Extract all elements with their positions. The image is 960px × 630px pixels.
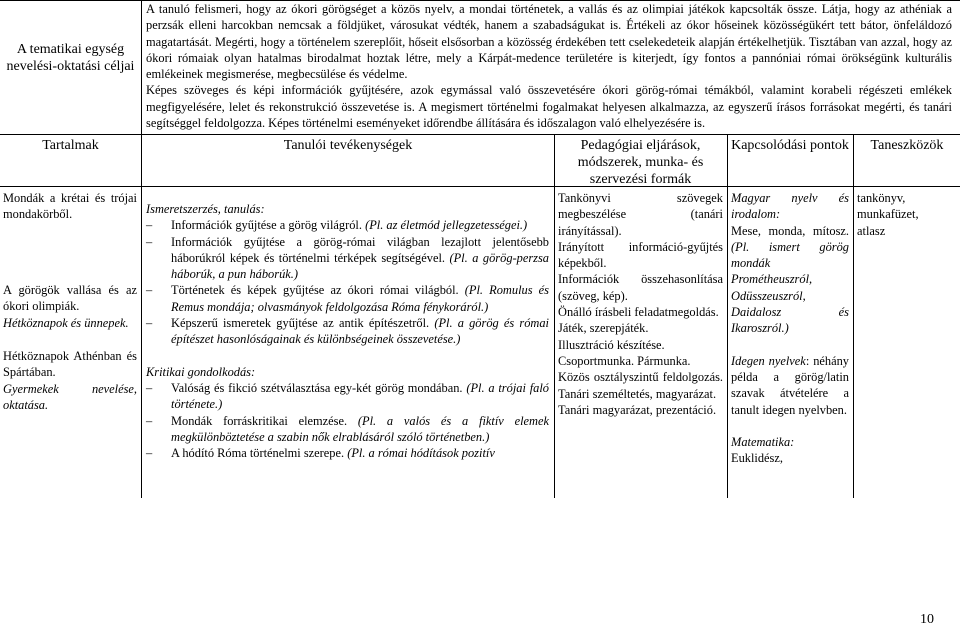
method-item: Önálló írásbeli feladatmegoldás. bbox=[558, 305, 719, 320]
activity-item: – Képszerű ismeretek gyűjtése az antik építészetről. (Pl. a görög és római építészet hasonlóságainak és különbségeinek összevetése.) bbox=[146, 315, 549, 348]
rule-header-top bbox=[0, 134, 960, 135]
rule-header-bottom bbox=[0, 186, 960, 187]
activity-item: – A hódító Róma történelmi szerepe. (Pl. a római hódítások pozitív bbox=[146, 445, 549, 461]
contents-item-4: Hétköznapok Athénban és Spártában. bbox=[3, 349, 137, 380]
method-item: Illusztráció készítése. bbox=[558, 337, 665, 352]
goals-paragraph-1: A tanuló felismeri, hogy az ókori görögséget a közös nyelv, a mondai történetek, a vallás és az olimpiai játékok kapcsolták össze. Látja, hogy az athéniak a perzsák elleni harcokban nemcsak a földjüket, városukat védték, hanem a szabadságukat is. Értékeli az ókor hőseinek közösségükért tett bátor, önfeláldozó magatartását. Megérti, hogy a történelem szereplőit, hőseit elsősorban a közösség érdekében tett cselekedeteik alapján értékelhetjük. Tisztában van azzal, hogy az ókori rómaiak olyan hatalmas birodalmat hoztak létre, mely a Kárpát-medence területére is kiterjedt, így fontos a pannóniai római örökségünk kulturális emlékeinek megismerése, megbecsülése és védelme. bbox=[146, 2, 952, 82]
header-activities: Tanulói tevékenységek bbox=[283, 138, 413, 153]
connection-math-text: Euklidész, bbox=[731, 451, 783, 466]
contents-item-2: A görögök vallása és az ókori olimpiák. bbox=[3, 283, 137, 314]
rule-col3 bbox=[727, 134, 728, 498]
activities-block bbox=[146, 201, 549, 461]
goals-label: A tematikai egység nevelési-oktatási céljai bbox=[6, 42, 135, 74]
method-item: Közös osztályszintű feldolgozás. Tanári személtetés, magyarázat. bbox=[558, 370, 723, 401]
rule-col1 bbox=[141, 0, 142, 498]
methods-list bbox=[558, 190, 723, 418]
method-item: Tankönyvi szövegek megbeszélése (tanári irányítással). bbox=[558, 191, 723, 238]
header-tools: Taneszközök bbox=[870, 138, 944, 153]
rule-col4 bbox=[853, 134, 854, 498]
method-item: Irányított információ-gyűjtés képekből. bbox=[558, 239, 723, 271]
method-item: Tanári magyarázat, prezentáció. bbox=[558, 402, 717, 417]
activity-item: – Információk gyűjtése a görög világról. (Pl. az életmód jellegzetességei.) bbox=[146, 217, 549, 233]
connection-literature-title: Magyar nyelv és irodalom: bbox=[731, 191, 849, 222]
activity-item: – Valóság és fikció szétválasztása egy-két görög mondában. (Pl. a trójai faló története.) bbox=[146, 380, 549, 413]
contents-item-3: Hétköznapok és ünnepek. bbox=[3, 316, 129, 330]
goals-text bbox=[146, 1, 952, 131]
header-methods: Pedagógiai eljárások, módszerek, munka- és szervezési formák bbox=[577, 138, 704, 187]
activities-group2-title: Kritikai gondolkodás: bbox=[146, 364, 256, 379]
activity-item: – Történetek és képek gyűjtése az ókori római világból. (Pl. Romulus és Remus mondája; olvasmányok feldolgozása Róma fénykoráról.) bbox=[146, 282, 549, 315]
contents-item-1: Mondák a krétai és trójai mondakörből. bbox=[3, 191, 137, 222]
connection-languages: Idegen nyelvek: néhány példa a görög/latin szavak átvételére a tanult idegen nyelvben. bbox=[731, 353, 849, 417]
activities-group1-title: Ismeretszerzés, tanulás: bbox=[146, 202, 265, 216]
connection-math-title: Matematika: bbox=[731, 434, 795, 449]
method-item: Információk összehasonlítása (szöveg, kép). bbox=[558, 272, 723, 303]
connection-literature-text: Mese, monda, mítosz. (Pl. ismert görög mondák Prométheuszról, Odüsszeuszról, Daidalosz és Ikaroszról.) bbox=[731, 223, 849, 336]
connections-block bbox=[731, 190, 849, 466]
goals-paragraph-2: Képes szöveges és képi információk gyűjtésére, azok egymással való összevetésére ókori görög-római témákból, valamint korabeli régészeti emlékek megfigyelésére, lelet és rekonstrukció összevetése is. A megismert történelmi fogalmakat helyesen alkalmazza, az egyszerű írásos forrásokat megérti, és tanári segítséggel feldolgozza. Képes történelmi eseményeket időrendbe állítására és időszalagon való elhelyezésére is. bbox=[146, 83, 952, 131]
method-item: Játék, szerepjáték. bbox=[558, 321, 649, 336]
page-number: 10 bbox=[920, 612, 934, 627]
tools-text: tankönyv, munkafüzet, atlasz bbox=[857, 191, 919, 238]
header-connections: Kapcsolódási pontok bbox=[731, 138, 849, 153]
activity-item: – Információk gyűjtése a görög-római világban lezajlott jelentősebb háborúkról képek és történelmi térképek segítségével. (Pl. a görög-perzsa háborúk, a pun háborúk.) bbox=[146, 234, 549, 283]
contents-item-5: Gyermekek nevelése, oktatása. bbox=[3, 382, 137, 413]
method-item: Csoportmunka. Pármunka. bbox=[558, 353, 691, 368]
header-contents: Tartalmak bbox=[42, 138, 99, 153]
rule-col2 bbox=[554, 134, 555, 498]
activity-item: – Mondák forráskritikai elemzése. (Pl. a valós és a fiktív elemek megkülönböztetése a szabin nők elrablásáról szóló történetben.) bbox=[146, 413, 549, 446]
